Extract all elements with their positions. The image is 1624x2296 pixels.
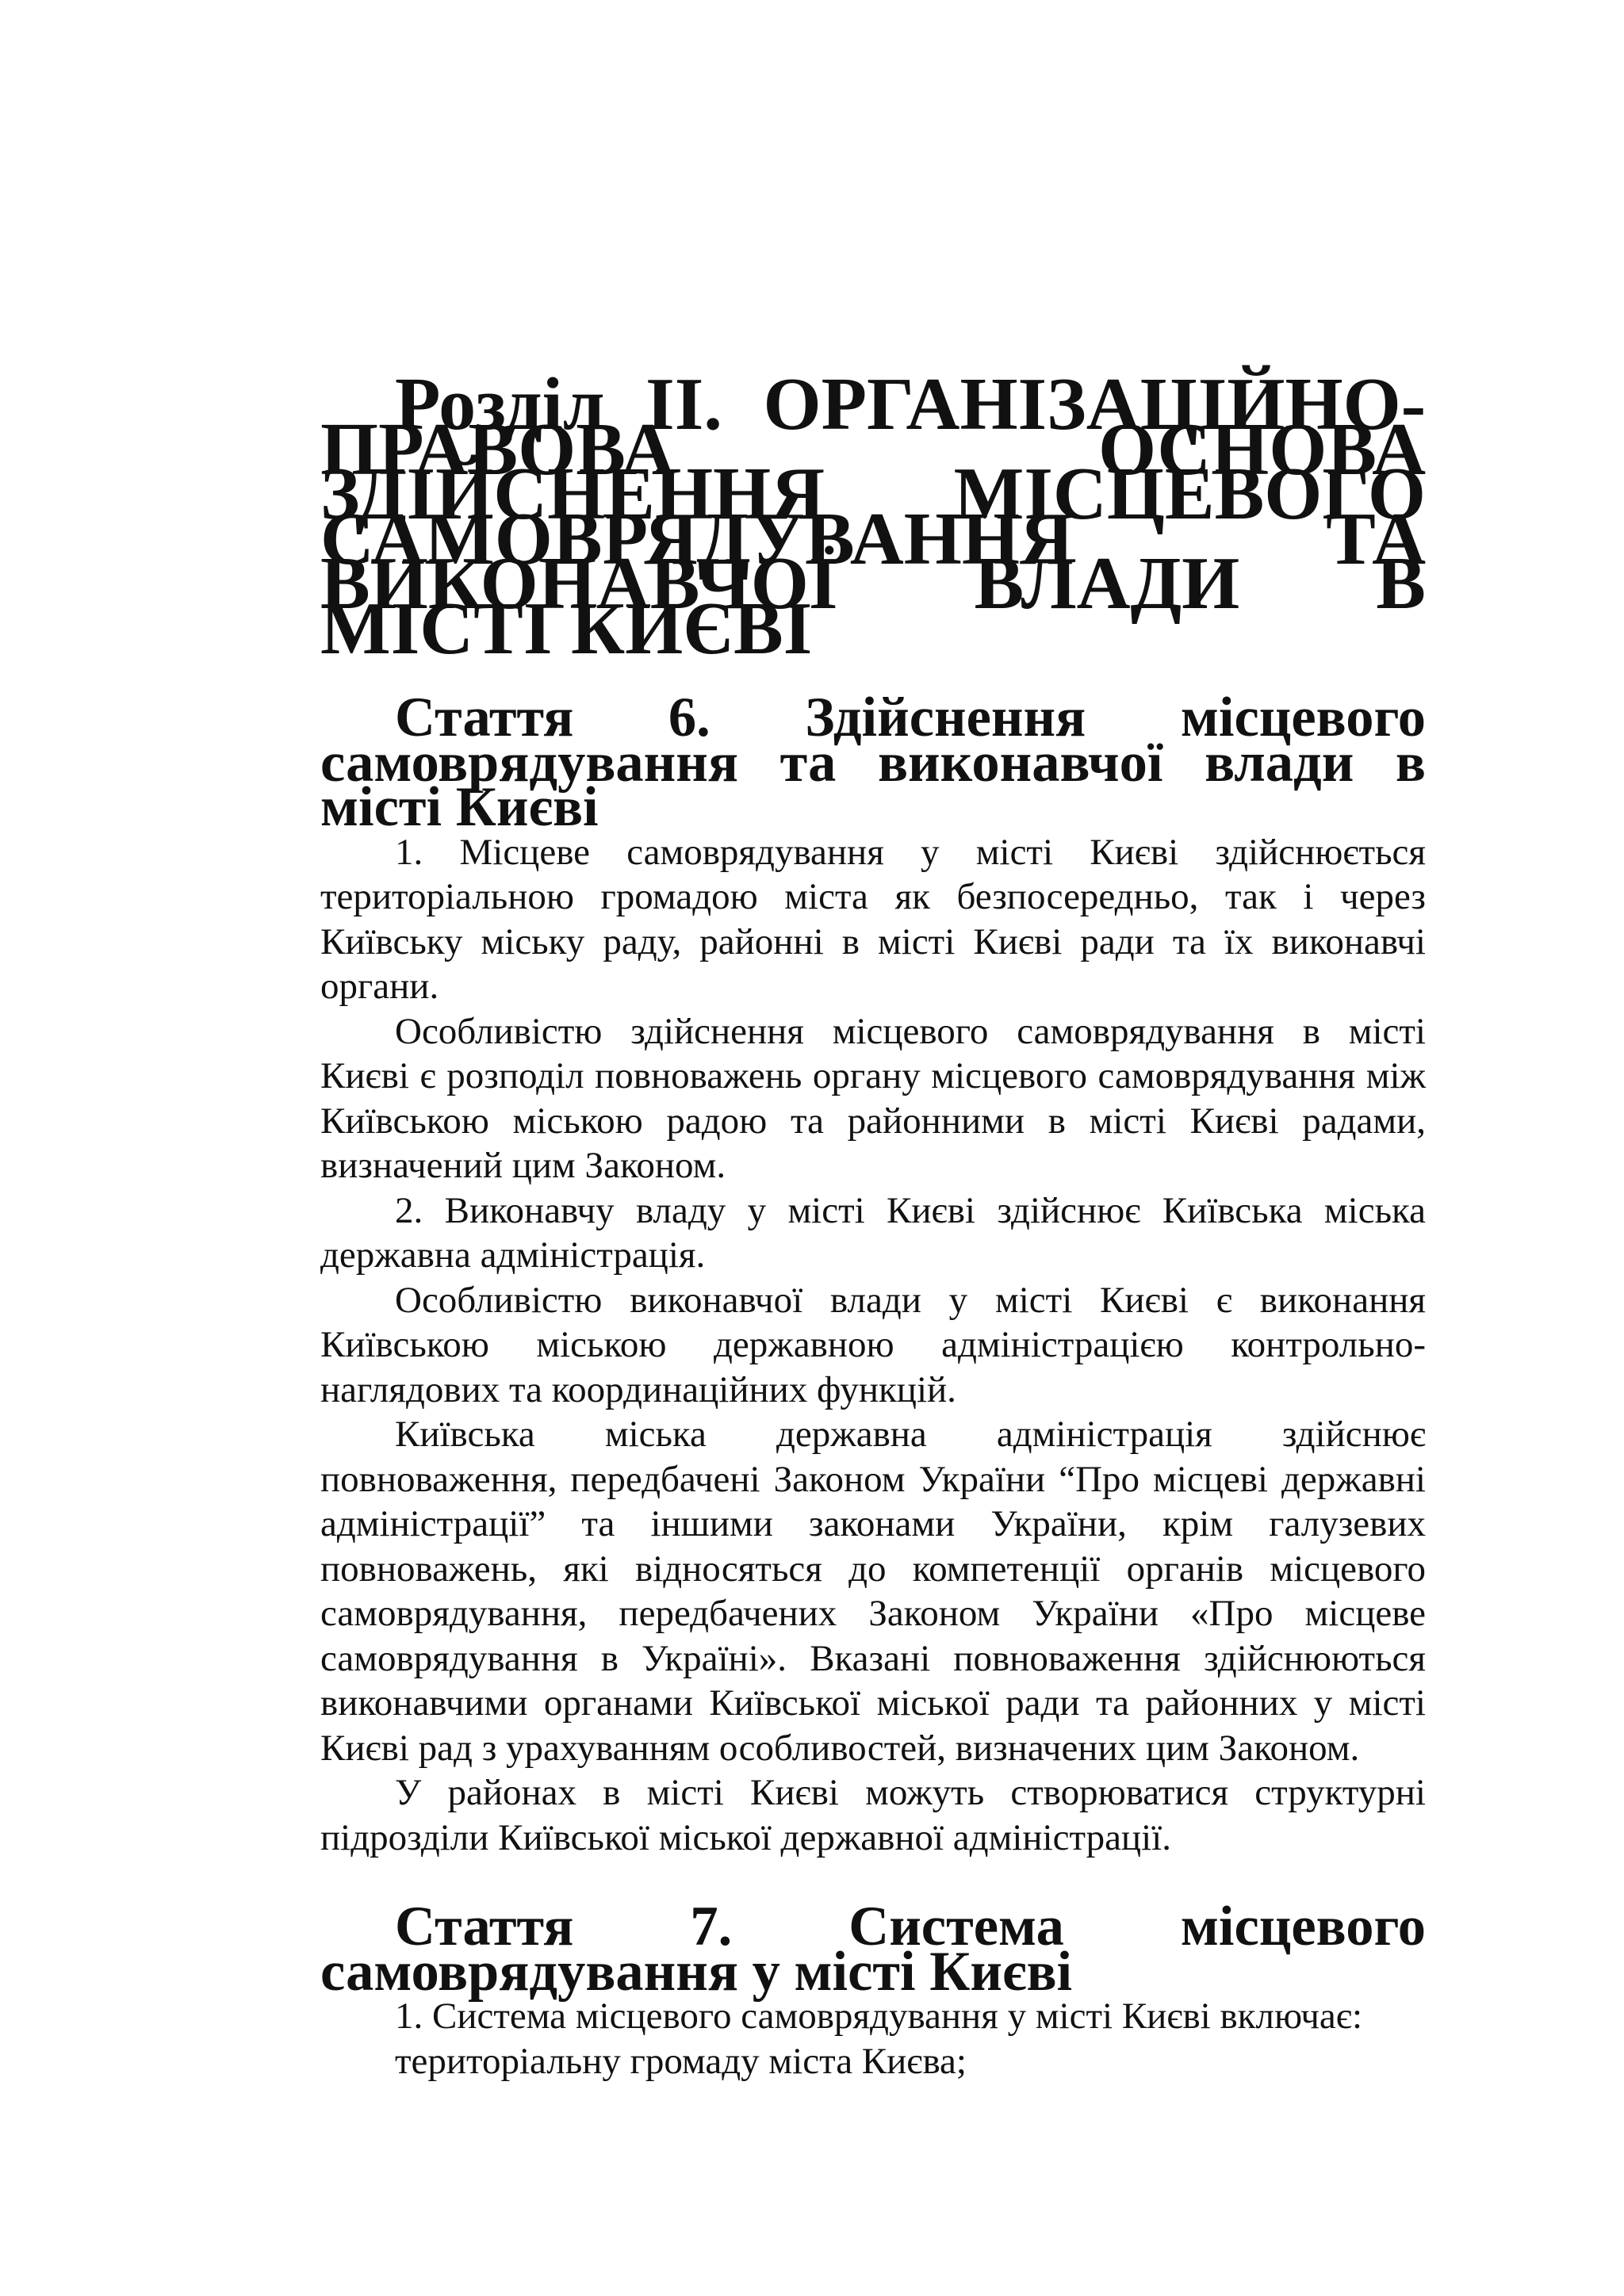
- article-6-paragraph-3: 2. Виконавчу владу у місті Києві здійснює Київська міська державна адміністрація.: [320, 1189, 1426, 1276]
- article-6-paragraph-1: 1. Місцеве самоврядування у місті Києві здійснюється територіальною громадою міста як безпосередньо, так і через Київську міську раду, районні в місті Києві ради та їх виконавчі органи.: [320, 831, 1426, 1007]
- article-6-paragraph-2: Особливістю здійснення місцевого самоврядування в місті Києві є розподіл повноважень органу місцевого самоврядування між Київською міською радою та районними в місті Києві радами, визначений цим Законом.: [320, 1010, 1426, 1186]
- section-title: Розділ II. ОРГАНІЗАЦІЙНО-ПРАВОВА ОСНОВА ЗДІЙСНЕННЯ МІСЦЕВОГО САМОВРЯДУВАННЯ ТА ВИКОНАВЧОЇ ВЛАДИ В МІСТІ КИЄВІ: [320, 363, 1426, 670]
- article-7-line-1: 1. Система місцевого самоврядування у місті Києві включає:: [395, 1996, 1363, 2037]
- article-6-paragraph-6: У районах в місті Києві можуть створюватися структурні підрозділи Київської міської державної адміністрації.: [320, 1772, 1426, 1858]
- article-6-paragraph-5: Київська міська державна адміністрація здійснює повноваження, передбачені Законом України “Про місцеві державні адміністрації” та іншими законами України, крім галузевих повноважень, які відносяться до компетенції органів місцевого самоврядування, передбачених Законом України «Про місцеве самоврядування в Україні». Вказані повноваження здійснюються виконавчими органами Київської міської ради та районних у місті Києві рад з урахуванням особливостей, визначених цим Законом.: [320, 1414, 1426, 1769]
- article-7-title: Стаття 7. Система місцевого самоврядування у місті Києві: [320, 1896, 1426, 2003]
- article-7-line-2: територіальну громаду міста Києва;: [395, 2040, 967, 2082]
- article-6-title: Стаття 6. Здійснення місцевого самоврядування та виконавчої влади в місті Києві: [320, 687, 1426, 838]
- article-6-paragraph-4: Особливістю виконавчої влади у місті Києві є виконання Київською міською державною адміністрацією контрольно-наглядових та координаційних функцій.: [320, 1279, 1426, 1410]
- document-body: [320, 363, 1426, 2084]
